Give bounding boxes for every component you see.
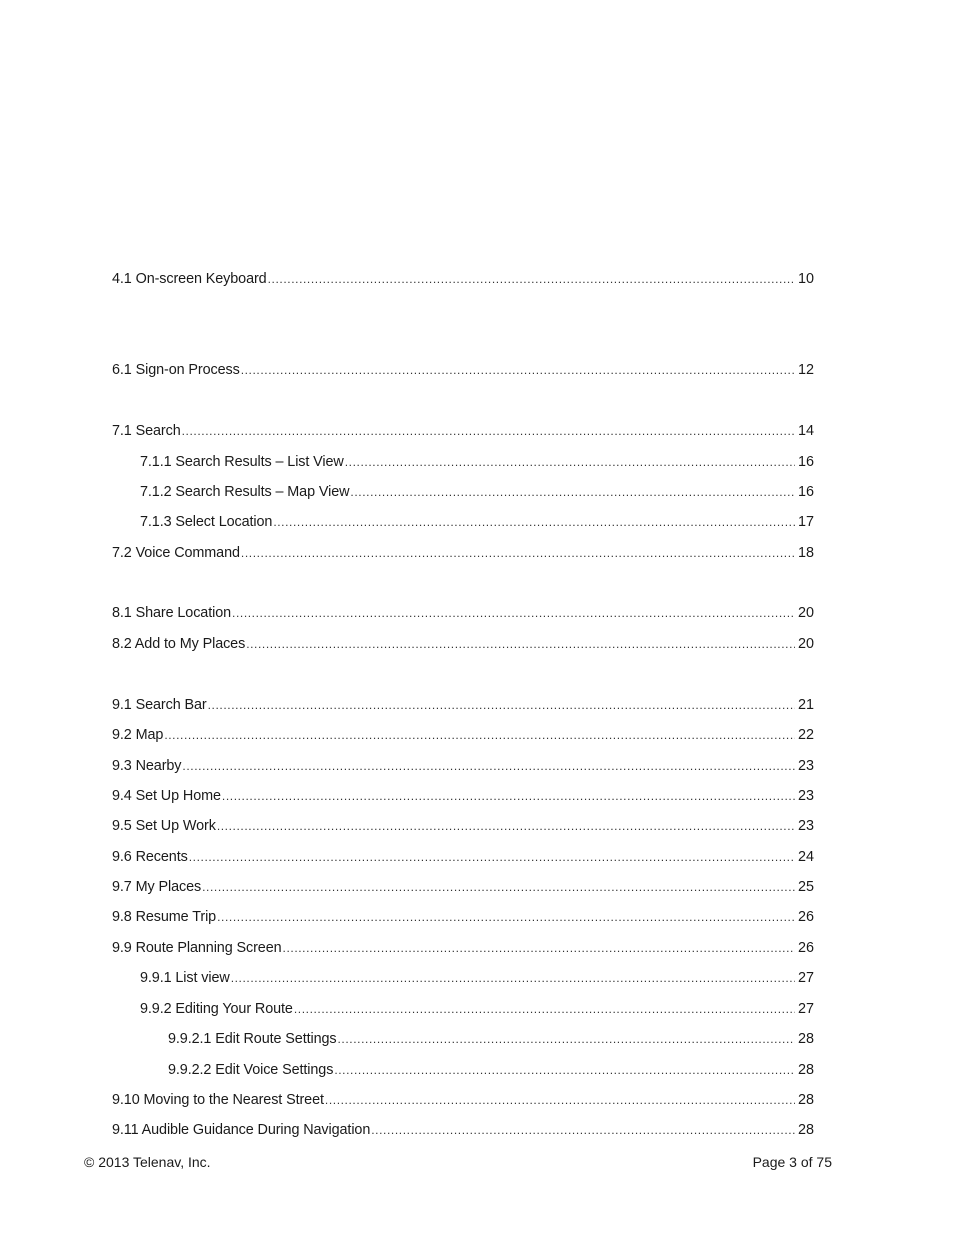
toc-entry-title: 9.3 Nearby xyxy=(112,758,182,774)
toc-entry[interactable] xyxy=(140,999,814,1019)
toc-entry-title: 9.4 Set Up Home xyxy=(112,788,221,804)
toc-entry-title: 7.1.2 Search Results – Map View xyxy=(140,484,350,500)
toc-entry-title: 4.1 On-screen Keyboard xyxy=(112,271,267,287)
toc-entry-title: 9.9.2.2 Edit Voice Settings xyxy=(168,1062,334,1078)
toc-entry-title: 9.9.2.1 Edit Route Settings xyxy=(168,1031,337,1047)
toc-entry[interactable] xyxy=(140,482,814,502)
toc-entry[interactable] xyxy=(112,786,814,806)
toc-entry-page: 10 xyxy=(797,271,814,287)
toc-entry[interactable] xyxy=(168,1060,814,1080)
toc-entry[interactable] xyxy=(112,421,814,441)
toc-dot-leader xyxy=(208,695,795,715)
toc-entry[interactable] xyxy=(112,543,814,563)
toc-dot-leader xyxy=(338,1029,795,1049)
toc-dot-leader xyxy=(241,360,795,380)
toc-entry-title: 9.7 My Places xyxy=(112,879,202,895)
toc-entry-page: 20 xyxy=(797,636,814,652)
toc-entry-page: 18 xyxy=(797,545,814,561)
toc-entry-title: 9.5 Set Up Work xyxy=(112,818,216,834)
toc-entry[interactable] xyxy=(168,1029,814,1049)
toc-entry-title: 9.8 Resume Trip xyxy=(112,909,217,925)
toc-dot-leader xyxy=(345,452,795,472)
toc-dot-leader xyxy=(268,269,795,289)
toc-dot-leader xyxy=(164,725,795,745)
toc-entry[interactable] xyxy=(112,938,814,958)
toc-entry-page: 16 xyxy=(797,484,814,500)
toc-entry-page: 21 xyxy=(797,697,814,713)
toc-entry-title: 9.11 Audible Guidance During Navigation xyxy=(112,1122,371,1138)
toc-dot-leader xyxy=(283,938,795,958)
toc-entry-title: 8.1 Share Location xyxy=(112,605,232,621)
toc-entry[interactable] xyxy=(112,1120,814,1140)
toc-entry[interactable] xyxy=(112,360,814,380)
toc-dot-leader xyxy=(273,512,795,532)
toc-entry-title: 7.2 Voice Command xyxy=(112,545,240,561)
toc-entry-title: 7.1.1 Search Results – List View xyxy=(140,454,344,470)
toc-entry-page: 28 xyxy=(797,1122,814,1138)
toc-entry[interactable] xyxy=(112,695,814,715)
toc-entry-page: 26 xyxy=(797,940,814,956)
toc-entry-title: 9.2 Map xyxy=(112,727,164,743)
toc-entry-page: 12 xyxy=(797,362,814,378)
toc-dot-leader xyxy=(246,634,795,654)
toc-entry[interactable] xyxy=(112,725,814,745)
toc-entry-page: 20 xyxy=(797,605,814,621)
toc-entry[interactable] xyxy=(140,512,814,532)
toc-dot-leader xyxy=(371,1120,795,1140)
toc-entry-page: 28 xyxy=(797,1031,814,1047)
toc-entry[interactable] xyxy=(112,816,814,836)
toc-entry[interactable] xyxy=(112,1090,814,1110)
toc-dot-leader xyxy=(189,847,795,867)
toc-entry[interactable] xyxy=(112,269,814,289)
toc-dot-leader xyxy=(217,816,795,836)
toc-dot-leader xyxy=(334,1060,795,1080)
toc-entry-page: 14 xyxy=(797,423,814,439)
toc-entry-page: 23 xyxy=(797,788,814,804)
toc-dot-leader xyxy=(350,482,795,502)
toc-entry-page: 23 xyxy=(797,818,814,834)
footer-page-number: Page 3 of 75 xyxy=(752,1154,832,1170)
toc-entry-page: 25 xyxy=(797,879,814,895)
toc-dot-leader xyxy=(232,603,795,623)
toc-entry[interactable] xyxy=(140,968,814,988)
toc-dot-leader xyxy=(202,877,795,897)
toc-dot-leader xyxy=(182,756,795,776)
toc-entry[interactable] xyxy=(112,634,814,654)
toc-dot-leader xyxy=(182,421,795,441)
toc-entry-page: 26 xyxy=(797,909,814,925)
toc-dot-leader xyxy=(231,968,795,988)
toc-entry-page: 23 xyxy=(797,758,814,774)
toc-entry-title: 9.10 Moving to the Nearest Street xyxy=(112,1092,324,1108)
toc-entry-title: 9.6 Recents xyxy=(112,849,188,865)
toc-entry[interactable] xyxy=(112,907,814,927)
toc-entry-page: 17 xyxy=(797,514,814,530)
toc-entry-page: 22 xyxy=(797,727,814,743)
toc-entry[interactable] xyxy=(140,452,814,472)
toc-entry-title: 9.9.2 Editing Your Route xyxy=(140,1001,293,1017)
toc-entry-title: 8.2 Add to My Places xyxy=(112,636,246,652)
toc-entry-page: 27 xyxy=(797,970,814,986)
footer-copyright: © 2013 Telenav, Inc. xyxy=(84,1154,211,1170)
toc-dot-leader xyxy=(325,1090,795,1110)
toc-entry-title: 9.9 Route Planning Screen xyxy=(112,940,282,956)
toc-dot-leader xyxy=(294,999,795,1019)
toc-entry-title: 6.1 Sign-on Process xyxy=(112,362,240,378)
toc-entry-page: 28 xyxy=(797,1062,814,1078)
toc-entry-title: 7.1.3 Select Location xyxy=(140,514,273,530)
toc-entry[interactable] xyxy=(112,756,814,776)
toc-dot-leader xyxy=(222,786,795,806)
toc-entry-title: 7.1 Search xyxy=(112,423,181,439)
toc-entry-page: 16 xyxy=(797,454,814,470)
toc-dot-leader xyxy=(217,907,795,927)
toc-entry[interactable] xyxy=(112,847,814,867)
toc-entry-title: 9.1 Search Bar xyxy=(112,697,207,713)
toc-entry-title: 9.9.1 List view xyxy=(140,970,230,986)
toc-entry-page: 24 xyxy=(797,849,814,865)
toc-entry-page: 27 xyxy=(797,1001,814,1017)
toc-entry-page: 28 xyxy=(797,1092,814,1108)
toc-entry[interactable] xyxy=(112,877,814,897)
toc-dot-leader xyxy=(241,543,795,563)
toc-entry[interactable] xyxy=(112,603,814,623)
